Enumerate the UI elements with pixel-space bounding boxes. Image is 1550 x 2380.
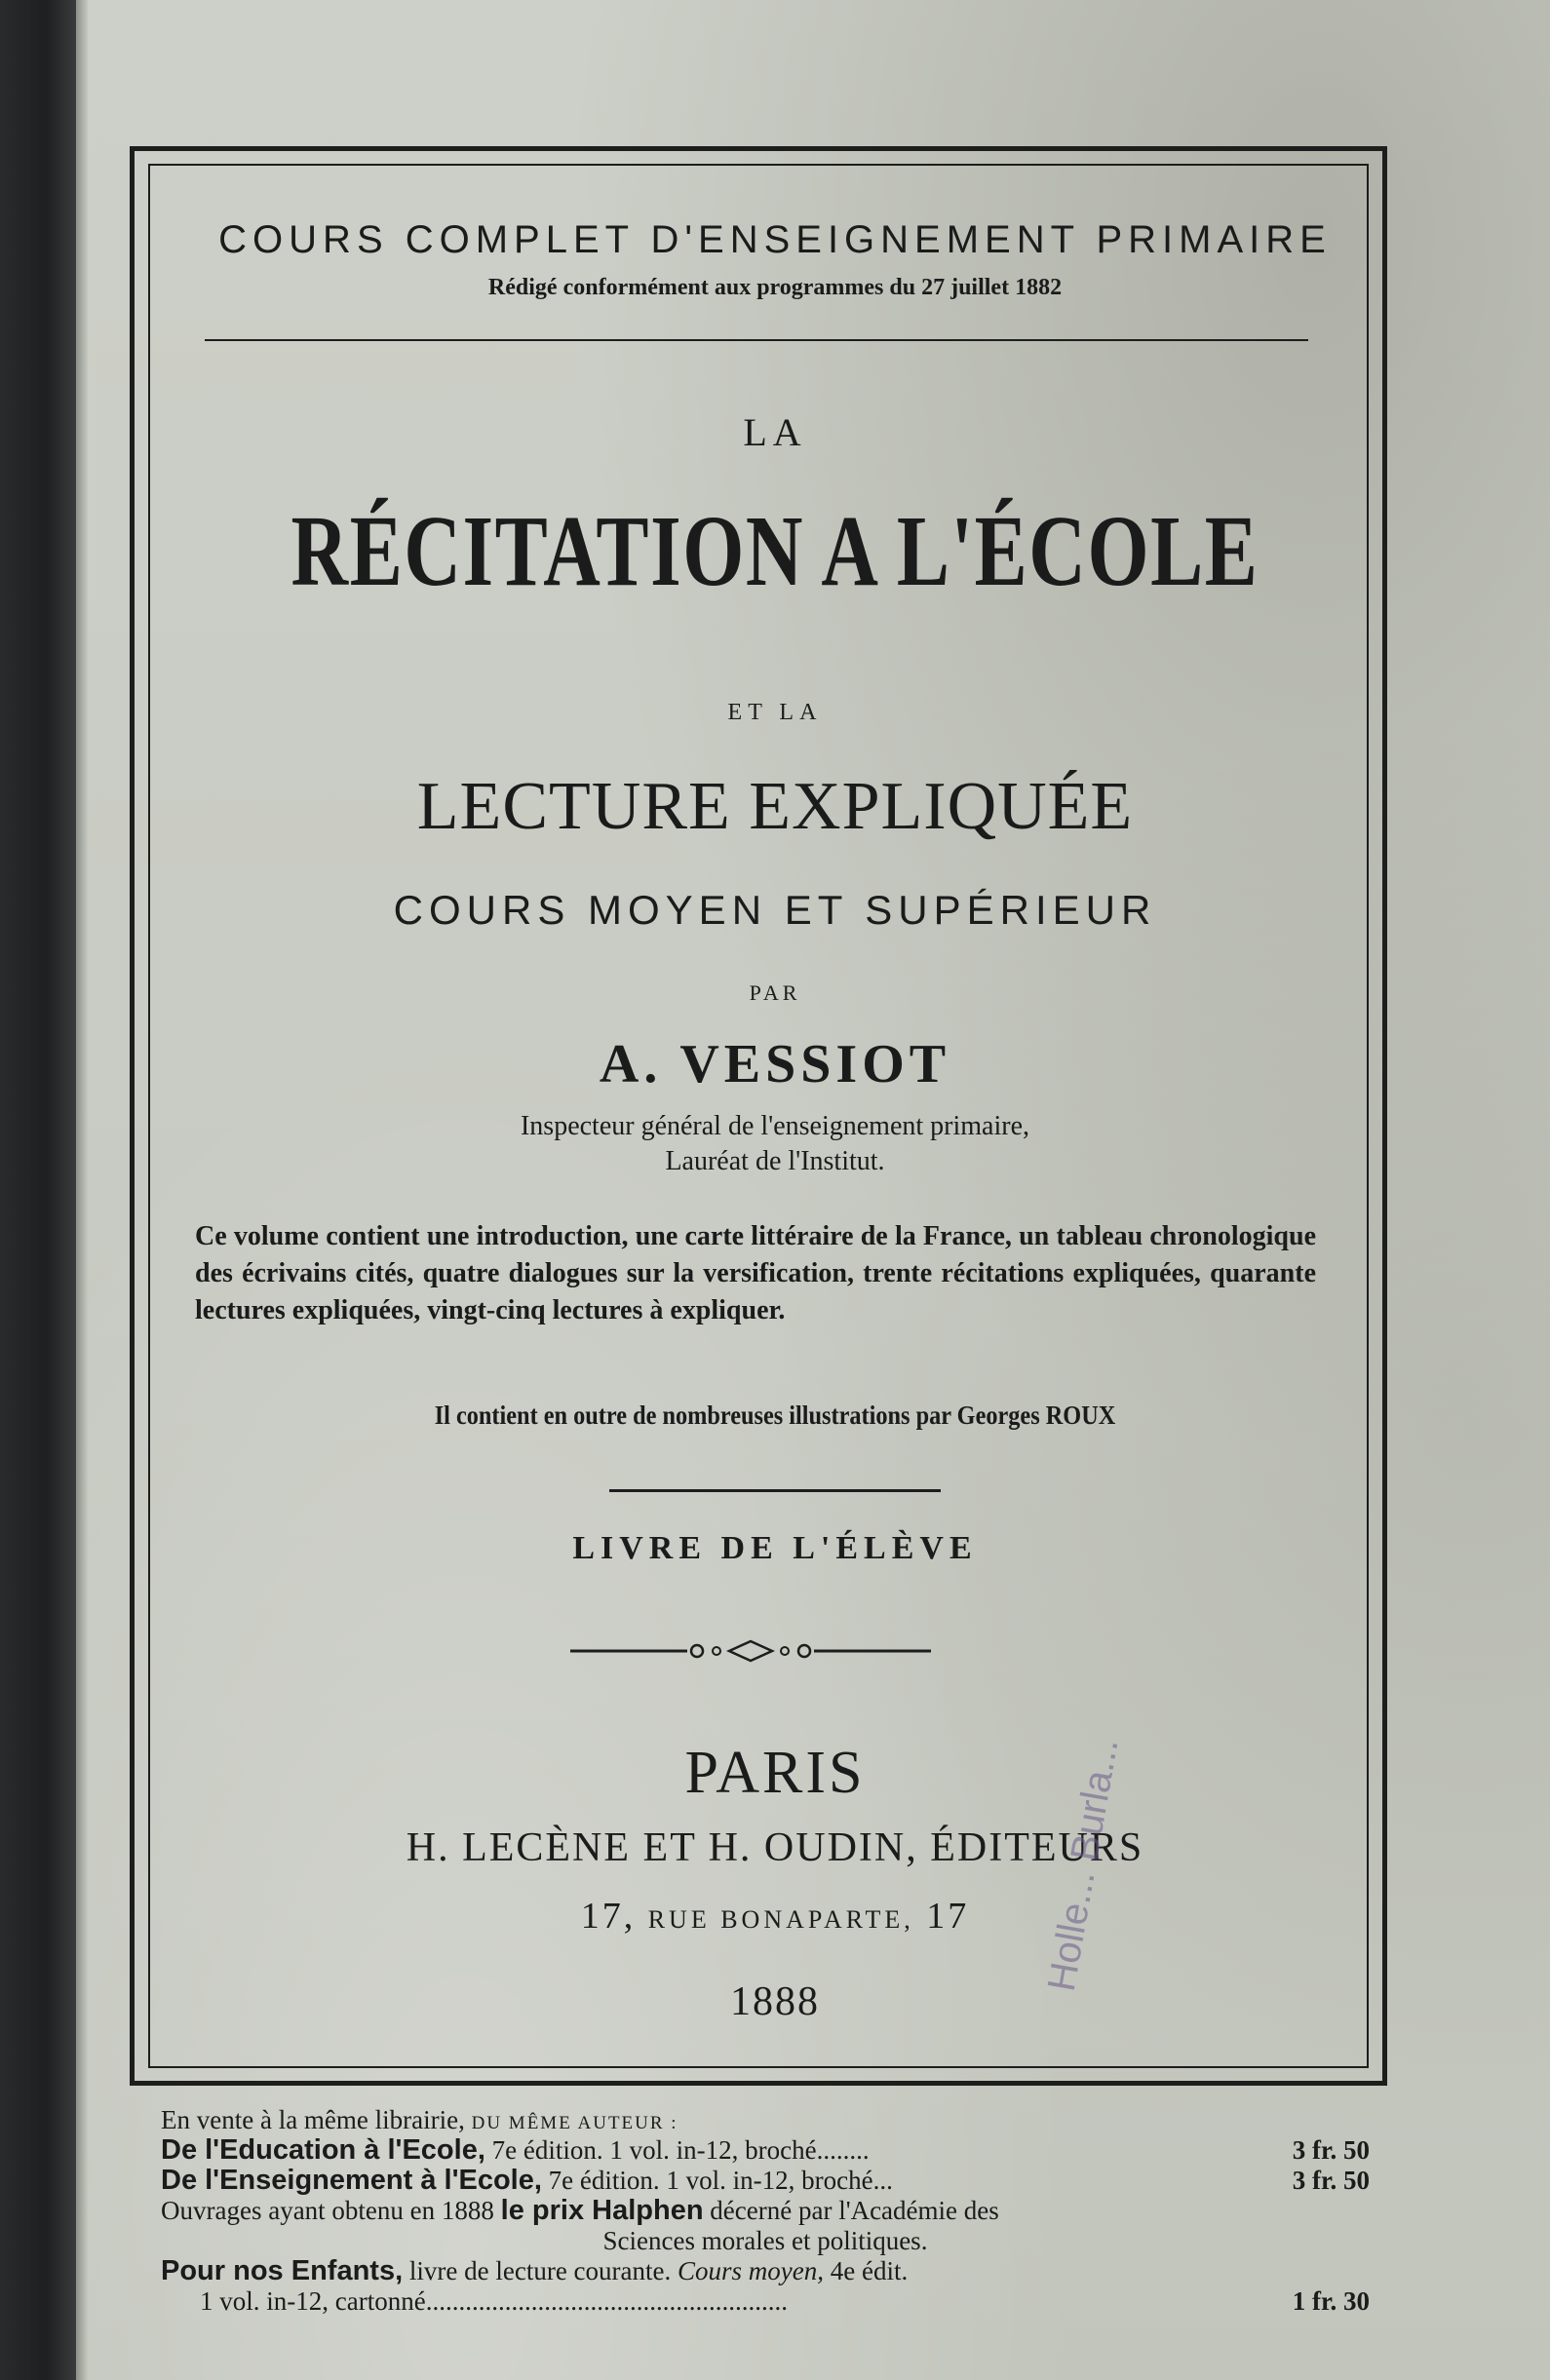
ad-item-3-detail-2: 1 vol. in-12, cartonné....................................................... bbox=[200, 2286, 788, 2316]
illustrations-note: Il contient en outre de nombreuses illustrations par Georges ROUX bbox=[434, 1401, 1116, 1430]
ad-item-1-title: De l'Education à l'Ecole, bbox=[161, 2134, 485, 2166]
title-conjunction: ET LA bbox=[727, 700, 823, 725]
author-role-2: Lauréat de l'Institut. bbox=[665, 1146, 885, 1176]
ad-prize-line-2 bbox=[161, 2226, 1370, 2256]
title-article: LA bbox=[743, 410, 807, 454]
publication-city: PARIS bbox=[684, 1740, 866, 1806]
ad-item-3-line-2 bbox=[161, 2286, 1370, 2317]
publisher-advertisement bbox=[161, 2105, 1370, 2317]
publication-year: 1888 bbox=[730, 1979, 820, 2024]
ad-item-3-detail: livre de lecture courante. bbox=[408, 2256, 672, 2285]
ad-item-3-edition: 4e édit. bbox=[830, 2256, 909, 2285]
ad-item-1-detail: 7e édition. 1 vol. in-12, broché........ bbox=[491, 2135, 870, 2165]
ad-item-1-price: 3 fr. 50 bbox=[1292, 2135, 1370, 2165]
main-title: RÉCITATION A L'ÉCOLE bbox=[291, 495, 1259, 607]
publisher: H. LECÈNE ET H. OUDIN, ÉDITEURS bbox=[406, 1825, 1144, 1870]
author-name: A. VESSIOT bbox=[599, 1034, 951, 1094]
volume-description: Ce volume contient une introduction, une carte littéraire de la France, un tableau chronologique des écrivains cités, quatre dialogues sur la versification, trente récitations expliquées, quarante lectures expliquées, vingt-cinq lectures à expliquer. bbox=[195, 1221, 1316, 1325]
ad-item-3-title: Pour nos Enfants, bbox=[161, 2255, 404, 2286]
ad-prize-text-1: Ouvrages ayant obtenu en 1888 bbox=[161, 2196, 494, 2225]
by-label: PAR bbox=[749, 980, 801, 1005]
edition-label: LIVRE DE L'ÉLÈVE bbox=[572, 1530, 978, 1566]
ad-item-2 bbox=[161, 2166, 1370, 2196]
address-number-2: 17 bbox=[926, 1896, 970, 1937]
middle-rule bbox=[609, 1489, 941, 1492]
address-number-1: 17, bbox=[580, 1896, 637, 1937]
address-street: RUE BONAPARTE, bbox=[647, 1905, 914, 1934]
ad-item-3 bbox=[161, 2256, 1370, 2286]
ad-item-2-title: De l'Enseignement à l'Ecole, bbox=[161, 2165, 542, 2196]
ad-prize-text-2: décerné par l'Académie des bbox=[710, 2196, 999, 2225]
decree-note: Rédigé conformément aux programmes du 27 juillet 1882 bbox=[487, 275, 1063, 300]
ornament-divider bbox=[570, 1637, 931, 1665]
ad-item-3-course: Cours moyen, bbox=[678, 2256, 824, 2285]
ink-stamp: Holle... Burla... bbox=[1039, 1735, 1127, 1995]
ad-prize-text-3: Sciences morales et politiques. bbox=[602, 2226, 928, 2255]
top-rule bbox=[205, 339, 1308, 341]
subtitle: LECTURE EXPLIQUÉE bbox=[416, 769, 1134, 844]
ad-item-2-detail: 7e édition. 1 vol. in-12, broché... bbox=[548, 2166, 893, 2195]
ad-prize bbox=[161, 2196, 1370, 2226]
course-level: COURS MOYEN ET SUPÉRIEUR bbox=[393, 887, 1157, 933]
ad-item-2-price: 3 fr. 50 bbox=[1292, 2166, 1370, 2195]
ad-prize-name: le prix Halphen bbox=[500, 2195, 704, 2226]
ad-intro bbox=[161, 2105, 1370, 2135]
ad-item-3-price: 1 fr. 30 bbox=[1292, 2286, 1370, 2316]
series-title: COURS COMPLET D'ENSEIGNEMENT PRIMAIRE bbox=[218, 218, 1332, 261]
ad-intro-text: En vente à la même librairie, bbox=[161, 2105, 465, 2134]
ad-item-1 bbox=[161, 2135, 1370, 2166]
ad-intro-author: DU MÊME AUTEUR : bbox=[471, 2113, 678, 2133]
author-role-1: Inspecteur général de l'enseignement primaire, bbox=[520, 1111, 1030, 1141]
